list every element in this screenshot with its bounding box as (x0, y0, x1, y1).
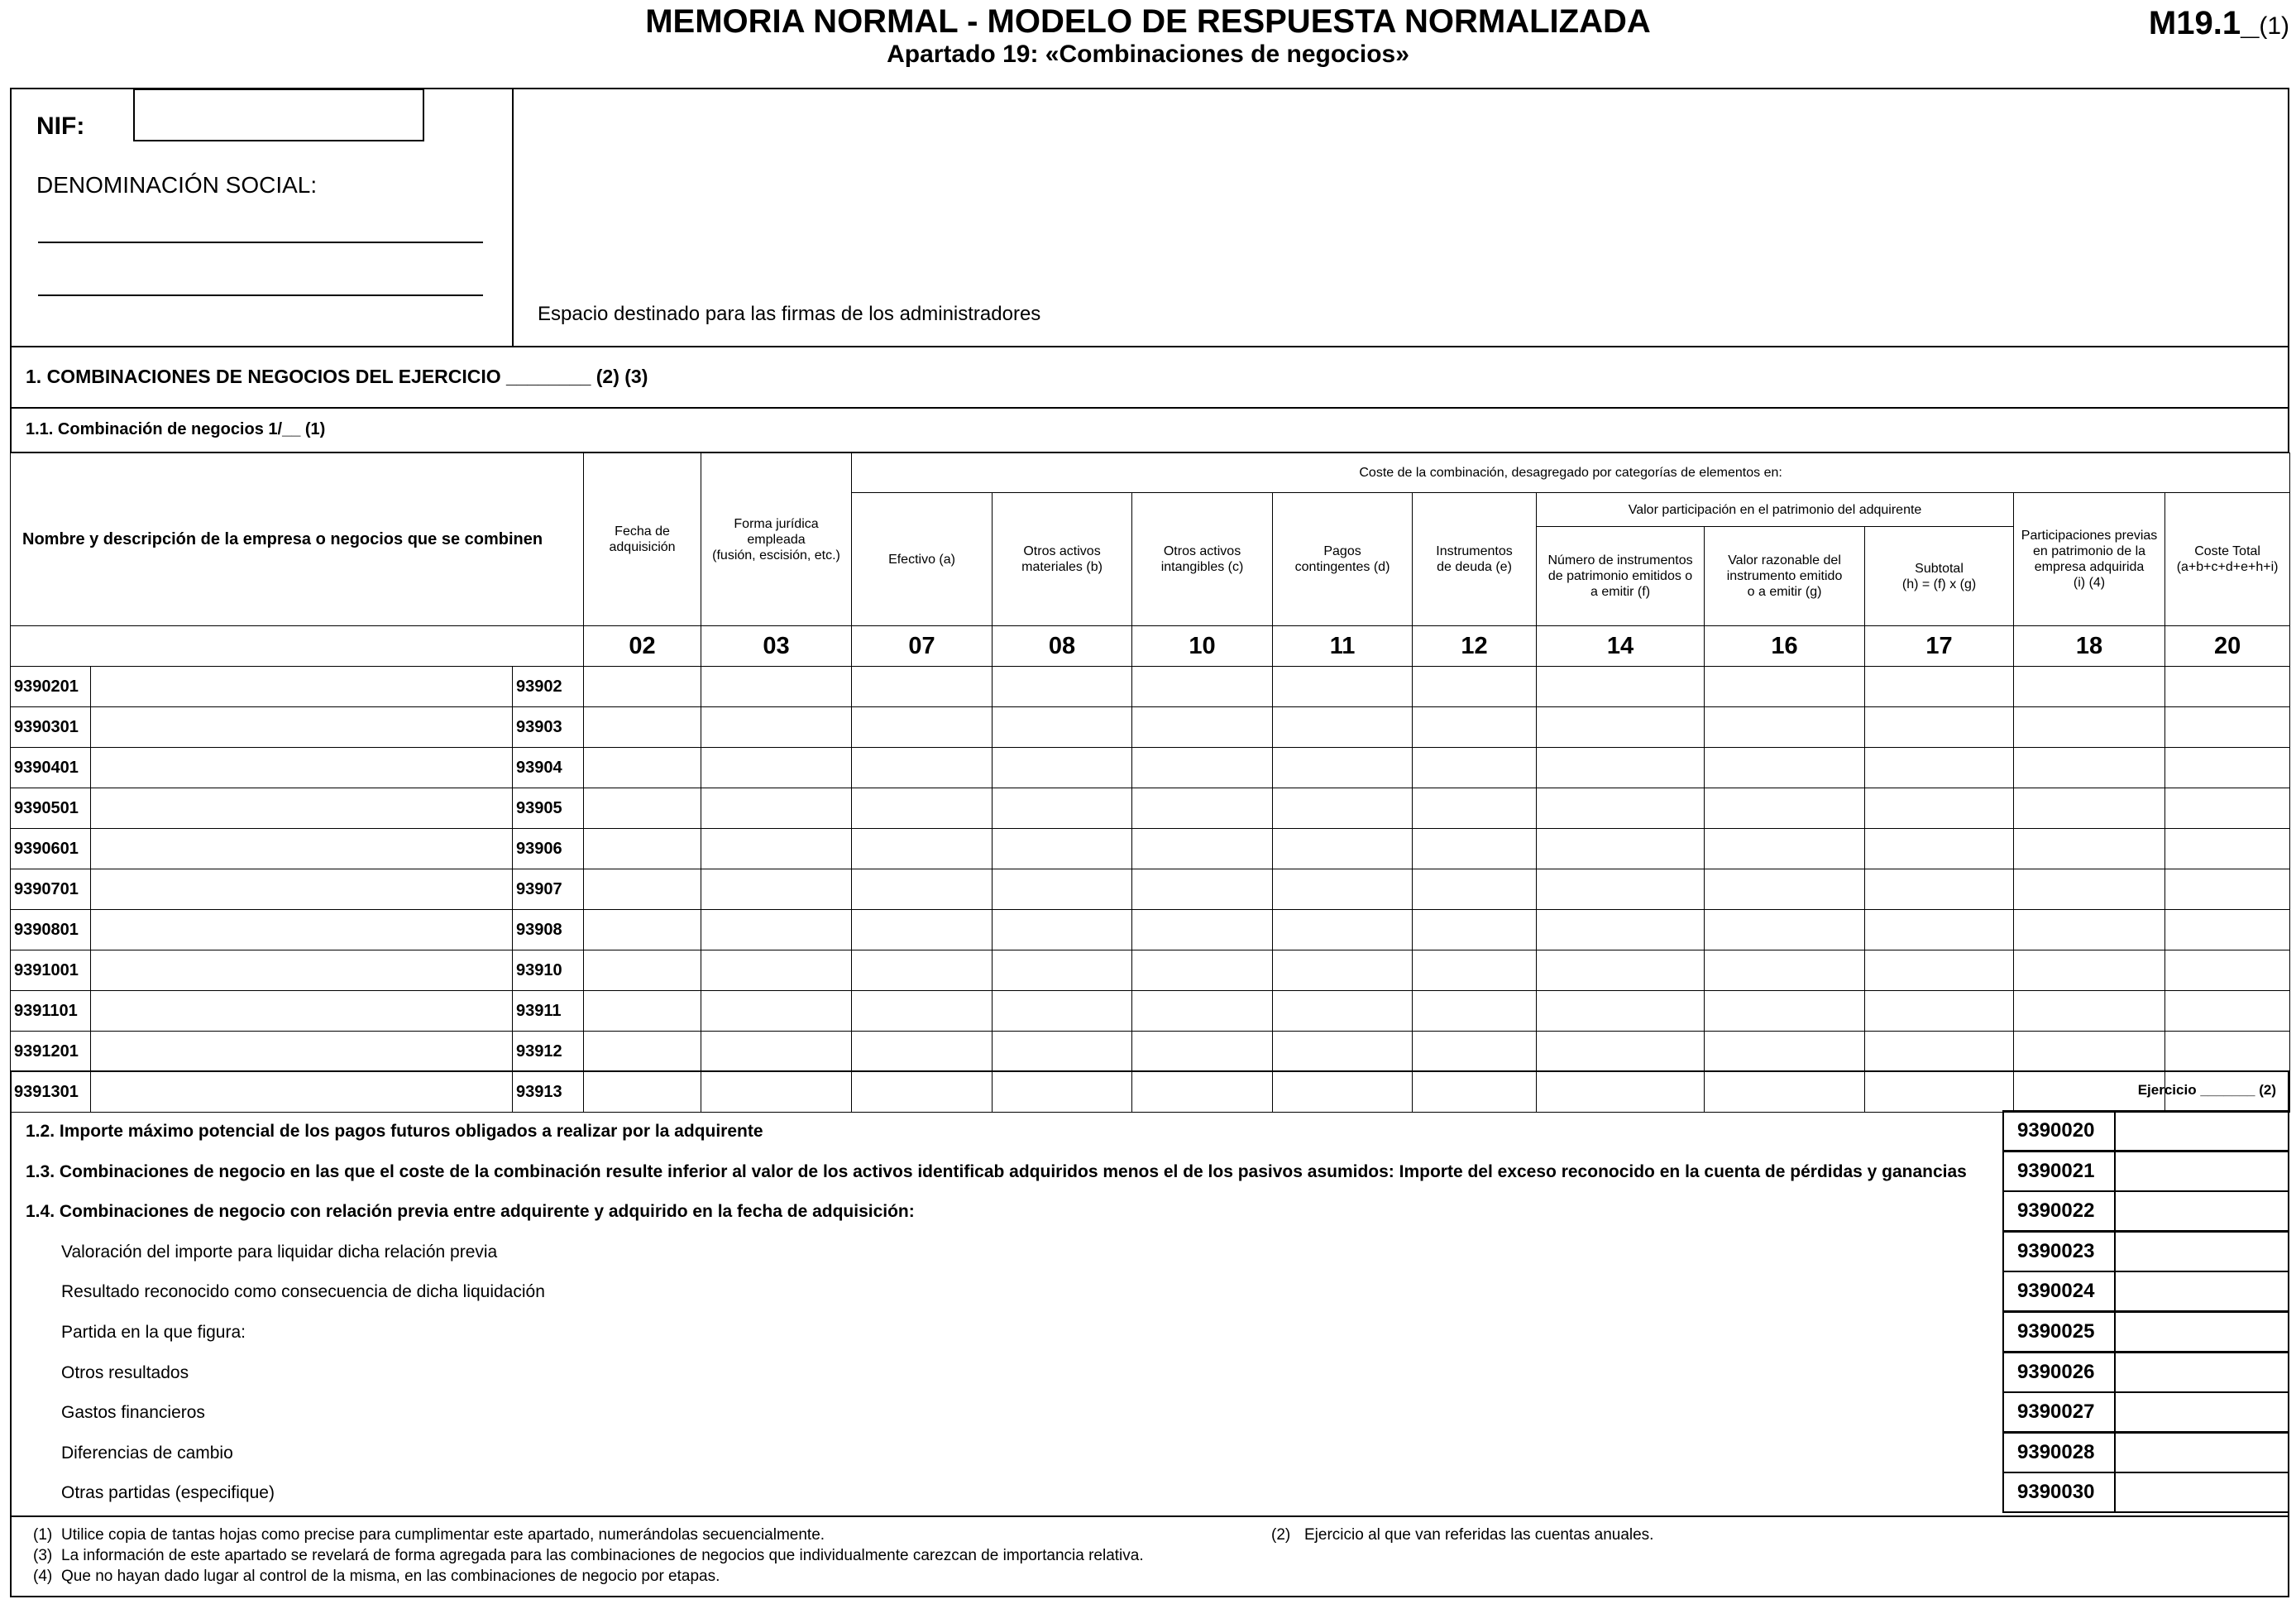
row-code: 9390301 (11, 707, 91, 748)
forma-header (701, 453, 852, 626)
col-instrumentos-line-2: de deuda (e) (1437, 560, 1512, 574)
row-value-cell[interactable] (1705, 707, 1865, 748)
row-value-cell[interactable] (1865, 950, 2014, 991)
footnote-2-num: (2) (1271, 1526, 1291, 1544)
row-value-cell[interactable] (1273, 950, 1413, 991)
col-pagos-header (1273, 493, 1413, 626)
lower-item-label: 1.2. Importe máximo potencial de los pagos futuros obligados a realizar por la adquirente (26, 1122, 763, 1141)
row-value-cell[interactable] (1705, 829, 1865, 869)
row-value-cell[interactable] (584, 788, 701, 829)
lower-item-code: 9390027 (2002, 1391, 2116, 1433)
lower-item-code: 9390022 (2002, 1190, 2116, 1232)
row-value-cell[interactable] (2165, 991, 2290, 1032)
col-otros-materiales-line-2: materiales (b) (1021, 560, 1103, 574)
col-pagos-line-2: contingentes (d) (1294, 560, 1390, 574)
row-value-cell[interactable] (1413, 910, 1537, 950)
row-value-cell[interactable] (993, 788, 1132, 829)
section11-title: 1.1. Combinación de negocios 1/__ (1) (26, 420, 326, 438)
row-value-cell[interactable] (1413, 991, 1537, 1032)
page-title: MEMORIA NORMAL - MODELO DE RESPUESTA NORMALIZADA (645, 3, 1651, 40)
lower-item-code: 9390024 (2002, 1271, 2116, 1312)
signature-label: Espacio destinado para las firmas de los administradores (538, 303, 1041, 325)
column-code: 10 (1132, 626, 1273, 667)
row-value-cell[interactable] (1132, 829, 1273, 869)
row-code: 9390501 (11, 788, 91, 829)
lower-item-value-field[interactable] (2114, 1190, 2289, 1232)
row-value-cell[interactable] (1537, 788, 1705, 829)
row-code: 9391101 (11, 991, 91, 1032)
lower-item-label: Partida en la que figura: (61, 1323, 246, 1342)
lower-item-value-field[interactable] (2114, 1151, 2289, 1192)
row-value-cell[interactable] (2014, 667, 2165, 707)
row-subcode: 93902 (513, 667, 584, 707)
table-row (11, 748, 2290, 788)
page-subtitle: Apartado 19: «Combinaciones de negocios» (887, 41, 1409, 68)
row-value-cell[interactable] (701, 829, 852, 869)
row-code: 9390201 (11, 667, 91, 707)
section1-title: 1. COMBINACIONES DE NEGOCIOS DEL EJERCICIO ________ (2) (3) (26, 366, 648, 387)
row-subcode: 93912 (513, 1032, 584, 1072)
nif-field[interactable] (133, 89, 424, 141)
row-value-cell[interactable] (1865, 788, 2014, 829)
row-value-cell[interactable] (852, 950, 993, 991)
row-value-cell[interactable] (1537, 667, 1705, 707)
row-value-cell[interactable] (2014, 788, 2165, 829)
row-value-cell[interactable] (1132, 1032, 1273, 1072)
lower-item-value-field[interactable] (2114, 1352, 2289, 1393)
row-value-cell[interactable] (1273, 667, 1413, 707)
row-value-cell[interactable] (993, 707, 1132, 748)
row-value-cell[interactable] (1537, 1032, 1705, 1072)
row-value-cell[interactable] (2165, 1032, 2290, 1072)
row-code: 9390401 (11, 748, 91, 788)
row-value-cell[interactable] (2165, 829, 2290, 869)
row-value-cell[interactable] (1705, 950, 1865, 991)
row-value-cell[interactable] (1865, 869, 2014, 910)
lower-item-value-field[interactable] (2114, 1271, 2289, 1312)
row-value-cell[interactable] (701, 869, 852, 910)
row-subcode: 93904 (513, 748, 584, 788)
row-value-cell[interactable] (1865, 748, 2014, 788)
row-value-cell[interactable] (993, 950, 1132, 991)
row-value-cell[interactable] (1413, 667, 1537, 707)
lower-item-value-field[interactable] (2114, 1231, 2289, 1272)
row-value-cell[interactable] (1413, 788, 1537, 829)
row-value-cell[interactable] (993, 869, 1132, 910)
row-value-cell[interactable] (1413, 748, 1537, 788)
row-value-cell[interactable] (1132, 869, 1273, 910)
row-code: 9390701 (11, 869, 91, 910)
col-coste-total-line-1: Coste Total (2194, 544, 2260, 558)
row-value-cell[interactable] (2014, 748, 2165, 788)
row-value-cell[interactable] (701, 910, 852, 950)
row-value-cell[interactable] (2014, 707, 2165, 748)
lower-item-code: 9390025 (2002, 1311, 2116, 1353)
col-otros-intangibles-header (1132, 493, 1273, 626)
footnote-3 (33, 1546, 1144, 1566)
row-value-cell[interactable] (852, 829, 993, 869)
col-participaciones-header (2014, 493, 2165, 626)
lower-item-code: 9390020 (2002, 1110, 2116, 1152)
col-participaciones-line-1: Participaciones previas (2021, 529, 2158, 543)
row-value-cell[interactable] (1537, 910, 1705, 950)
row-name-field[interactable] (91, 748, 513, 788)
column-code: 14 (1537, 626, 1705, 667)
footnote-4-num: (4) (33, 1568, 53, 1585)
col-otros-materiales-header (993, 493, 1132, 626)
row-name-field[interactable] (91, 788, 513, 829)
column-code: 02 (584, 626, 701, 667)
denominacion-label: DENOMINACIÓN SOCIAL: (36, 172, 318, 198)
lower-item-label: Otras partidas (especifique) (61, 1483, 275, 1503)
col-subtotal-line-2: (h) = (f) x (g) (1901, 577, 1977, 591)
row-value-cell[interactable] (701, 1032, 852, 1072)
footnote-3-text: La información de este apartado se revelará de forma agregada para las combinaciones de negocios que individualmente carezcan de importancia relativa. (61, 1547, 1144, 1564)
row-value-cell[interactable] (852, 667, 993, 707)
table-row (11, 829, 2290, 869)
row-name-field[interactable] (91, 991, 513, 1032)
col-participaciones-line-4: (i) (4) (2073, 576, 2106, 590)
row-value-cell[interactable] (701, 788, 852, 829)
column-code: 03 (701, 626, 852, 667)
table-row (11, 991, 2290, 1032)
table-row (11, 869, 2290, 910)
row-value-cell[interactable] (1865, 667, 2014, 707)
row-value-cell[interactable] (2014, 1032, 2165, 1072)
row-subcode: 93913 (513, 1072, 584, 1113)
row-value-cell[interactable] (701, 748, 852, 788)
combinations-table (10, 452, 2290, 1113)
col-otros-intangibles-line-1: Otros activos (1163, 544, 1241, 558)
row-value-cell[interactable] (1705, 991, 1865, 1032)
coste-header: Coste de la combinación, desagregado por categorías de elementos en: (852, 453, 2290, 493)
column-codes-row (11, 626, 2290, 667)
column-code: 16 (1705, 626, 1865, 667)
row-value-cell[interactable] (2014, 991, 2165, 1032)
row-value-cell[interactable] (1537, 869, 1705, 910)
row-value-cell[interactable] (2165, 748, 2290, 788)
row-subcode: 93903 (513, 707, 584, 748)
row-value-cell[interactable] (1132, 991, 1273, 1032)
row-value-cell[interactable] (852, 707, 993, 748)
col-valor-razonable-line-2: instrumento emitido (1726, 569, 1843, 583)
ejercicio-label: Ejercicio _______ (2) (2137, 1082, 2276, 1098)
row-value-cell[interactable] (852, 910, 993, 950)
data-rows (11, 667, 2290, 1113)
row-value-cell[interactable] (852, 991, 993, 1032)
row-value-cell[interactable] (1537, 748, 1705, 788)
row-value-cell[interactable] (584, 829, 701, 869)
lower-item-value-field[interactable] (2114, 1432, 2289, 1473)
lower-item-value-field[interactable] (2114, 1391, 2289, 1433)
row-value-cell[interactable] (1273, 707, 1413, 748)
row-value-cell[interactable] (1537, 950, 1705, 991)
nif-label: NIF: (36, 113, 85, 140)
section11-title-bar (10, 407, 2289, 453)
row-value-cell[interactable] (1537, 829, 1705, 869)
row-value-cell[interactable] (701, 707, 852, 748)
row-value-cell[interactable] (701, 950, 852, 991)
row-value-cell[interactable] (1865, 829, 2014, 869)
row-value-cell[interactable] (1413, 950, 1537, 991)
lower-item-code: 9390028 (2002, 1432, 2116, 1473)
lower-item-value-field[interactable] (2114, 1110, 2289, 1152)
col-instrumentos-line-1: Instrumentos (1436, 544, 1513, 558)
form-code-note: (1) (2259, 12, 2289, 40)
row-value-cell[interactable] (1413, 707, 1537, 748)
lower-item-label: Gastos financieros (61, 1403, 205, 1423)
row-code: 9390601 (11, 829, 91, 869)
row-name-field[interactable] (91, 829, 513, 869)
table-row (11, 667, 2290, 707)
row-value-cell[interactable] (1132, 707, 1273, 748)
footnote-1 (33, 1525, 825, 1545)
form-code (2149, 3, 2289, 46)
row-value-cell[interactable] (584, 667, 701, 707)
row-value-cell[interactable] (1413, 829, 1537, 869)
row-value-cell[interactable] (1132, 950, 1273, 991)
row-code: 9391201 (11, 1032, 91, 1072)
row-value-cell[interactable] (1273, 829, 1413, 869)
footnote-1-text: Utilice copia de tantas hojas como precise para cumplimentar este apartado, numerándolas secuencialmente. (61, 1526, 825, 1544)
row-value-cell[interactable] (2014, 910, 2165, 950)
row-value-cell[interactable] (1132, 910, 1273, 950)
row-value-cell[interactable] (584, 1032, 701, 1072)
denominacion-line-2[interactable] (38, 294, 483, 296)
row-name-field[interactable] (91, 950, 513, 991)
footnote-2-text: Ejercicio al que van referidas las cuentas anuales. (1304, 1526, 1654, 1544)
row-value-cell[interactable] (1273, 869, 1413, 910)
col-pagos-line-1: Pagos (1323, 544, 1361, 558)
row-subcode: 93911 (513, 991, 584, 1032)
lower-item-code: 9390030 (2002, 1472, 2116, 1513)
table-row (11, 910, 2290, 950)
row-value-cell[interactable] (1537, 707, 1705, 748)
col-subtotal-header (1865, 527, 2014, 626)
row-value-cell[interactable] (852, 788, 993, 829)
table-row (11, 788, 2290, 829)
row-value-cell[interactable] (1705, 869, 1865, 910)
row-value-cell[interactable] (1273, 910, 1413, 950)
col-numero-line-3: a emitir (f) (1590, 585, 1651, 599)
row-code: 9391301 (11, 1072, 91, 1113)
lower-item-code: 9390023 (2002, 1231, 2116, 1272)
row-value-cell[interactable] (2014, 869, 2165, 910)
row-value-cell[interactable] (2165, 910, 2290, 950)
lower-item-label: 1.4. Combinaciones de negocio con relación previa entre adquirente y adquirido en la fecha de adquisición: (26, 1202, 915, 1222)
row-name-field[interactable] (91, 1032, 513, 1072)
col-subtotal-line-1: Subtotal (1915, 561, 1964, 576)
lower-item-value-field[interactable] (2114, 1472, 2289, 1513)
forma-header-line-2: empleada (747, 532, 806, 547)
row-value-cell[interactable] (852, 748, 993, 788)
fecha-header: Fecha de adquisición (584, 453, 701, 626)
lower-item-label: 1.3. Combinaciones de negocio en las que el coste de la combinación resulte inferior al valor de los activos identificab adquiridos menos el de los pasivos asumidos: Importe del exceso reconocido en la cuenta de pérdidas y ganancias (26, 1161, 1967, 1181)
col-otros-intangibles-line-2: intangibles (c) (1160, 560, 1244, 574)
row-value-cell[interactable] (701, 991, 852, 1032)
lower-item-label: Otros resultados (61, 1362, 189, 1382)
row-value-cell[interactable] (1273, 748, 1413, 788)
column-code: 20 (2165, 626, 2290, 667)
footnote-4-text: Que no hayan dado lugar al control de la misma, en las combinaciones de negocio por etapas. (61, 1568, 720, 1585)
col-numero-line-2: de patrimonio emitidos o (1547, 569, 1693, 583)
row-value-cell[interactable] (584, 707, 701, 748)
row-value-cell[interactable] (2014, 950, 2165, 991)
row-value-cell[interactable] (852, 1032, 993, 1072)
table-row (11, 950, 2290, 991)
forma-header-line-3: (fusión, escisión, etc.) (712, 548, 840, 563)
column-code: 18 (2014, 626, 2165, 667)
lower-item-label: Diferencias de cambio (61, 1443, 233, 1463)
row-value-cell[interactable] (1865, 991, 2014, 1032)
row-value-cell[interactable] (584, 910, 701, 950)
lower-item-code: 9390026 (2002, 1352, 2116, 1393)
col-efectivo-header: Efectivo (a) (852, 493, 993, 626)
row-value-cell[interactable] (852, 869, 993, 910)
row-value-cell[interactable] (993, 991, 1132, 1032)
row-value-cell[interactable] (584, 748, 701, 788)
lower-item-code: 9390021 (2002, 1151, 2116, 1192)
col-coste-total-line-2: (a+b+c+d+e+h+i) (2176, 560, 2279, 574)
row-value-cell[interactable] (993, 748, 1132, 788)
row-subcode: 93908 (513, 910, 584, 950)
row-value-cell[interactable] (584, 991, 701, 1032)
row-value-cell[interactable] (584, 869, 701, 910)
row-value-cell[interactable] (1705, 910, 1865, 950)
denominacion-line-1[interactable] (38, 242, 483, 243)
column-code-blank (11, 626, 584, 667)
row-value-cell[interactable] (1705, 1032, 1865, 1072)
row-value-cell[interactable] (1132, 788, 1273, 829)
column-code: 08 (993, 626, 1132, 667)
row-value-cell[interactable] (1705, 748, 1865, 788)
id-divider (512, 88, 514, 347)
row-value-cell[interactable] (1865, 707, 2014, 748)
lower-item-value-field[interactable] (2114, 1311, 2289, 1353)
name-header: Nombre y descripción de la empresa o negocios que se combinen (11, 453, 584, 626)
row-name-field[interactable] (91, 667, 513, 707)
col-numero-instrumentos-header (1537, 527, 1705, 626)
row-value-cell[interactable] (1273, 1032, 1413, 1072)
row-subcode: 93905 (513, 788, 584, 829)
col-coste-total-header (2165, 493, 2290, 626)
column-code: 17 (1865, 626, 2014, 667)
row-code: 9391001 (11, 950, 91, 991)
row-value-cell[interactable] (584, 950, 701, 991)
col-valor-razonable-line-1: Valor razonable del (1728, 553, 1841, 567)
row-value-cell[interactable] (1537, 991, 1705, 1032)
row-value-cell[interactable] (1705, 788, 1865, 829)
table-row (11, 707, 2290, 748)
col-valor-razonable-line-3: o a emitir (g) (1747, 585, 1822, 599)
col-participaciones-line-3: empresa adquirida (2034, 560, 2145, 574)
row-name-field[interactable] (91, 910, 513, 950)
column-code: 07 (852, 626, 993, 667)
col-numero-line-1: Número de instrumentos (1547, 553, 1693, 567)
row-value-cell[interactable] (701, 667, 852, 707)
column-code: 12 (1413, 626, 1537, 667)
row-value-cell[interactable] (993, 910, 1132, 950)
lower-item-label: Resultado reconocido como consecuencia de dicha liquidación (61, 1282, 545, 1302)
row-value-cell[interactable] (2165, 788, 2290, 829)
row-value-cell[interactable] (2165, 707, 2290, 748)
table-row (11, 1032, 2290, 1072)
row-value-cell[interactable] (993, 829, 1132, 869)
row-subcode: 93907 (513, 869, 584, 910)
form-code-main: M19.1_ (2148, 5, 2260, 41)
row-value-cell[interactable] (1413, 1032, 1537, 1072)
col-instrumentos-header (1413, 493, 1537, 626)
col-otros-materiales-line-1: Otros activos (1023, 544, 1101, 558)
row-code: 9390801 (11, 910, 91, 950)
row-value-cell[interactable] (993, 667, 1132, 707)
row-value-cell[interactable] (1132, 667, 1273, 707)
row-value-cell[interactable] (1705, 667, 1865, 707)
row-value-cell[interactable] (1865, 1032, 2014, 1072)
footnote-2 (1271, 1525, 1653, 1545)
row-value-cell[interactable] (1132, 748, 1273, 788)
forma-header-line-1: Forma jurídica (734, 516, 819, 531)
row-name-field[interactable] (91, 707, 513, 748)
col-participaciones-line-2: en patrimonio de la (2032, 544, 2146, 558)
row-value-cell[interactable] (1413, 869, 1537, 910)
row-value-cell[interactable] (2165, 869, 2290, 910)
row-value-cell[interactable] (2014, 829, 2165, 869)
row-value-cell[interactable] (1865, 910, 2014, 950)
row-name-field[interactable] (91, 869, 513, 910)
footnote-3-num: (3) (33, 1547, 53, 1564)
lower-item-label: Valoración del importe para liquidar dicha relación previa (61, 1242, 498, 1262)
valor-participacion-header: Valor participación en el patrimonio del adquirente (1537, 493, 2014, 527)
row-value-cell[interactable] (1273, 788, 1413, 829)
row-subcode: 93910 (513, 950, 584, 991)
row-value-cell[interactable] (2165, 667, 2290, 707)
row-value-cell[interactable] (1273, 991, 1413, 1032)
row-subcode: 93906 (513, 829, 584, 869)
col-valor-razonable-header (1705, 527, 1865, 626)
column-code: 11 (1273, 626, 1413, 667)
footnote-1-num: (1) (33, 1526, 53, 1544)
footnote-4 (33, 1567, 720, 1587)
row-value-cell[interactable] (993, 1032, 1132, 1072)
row-value-cell[interactable] (2165, 950, 2290, 991)
